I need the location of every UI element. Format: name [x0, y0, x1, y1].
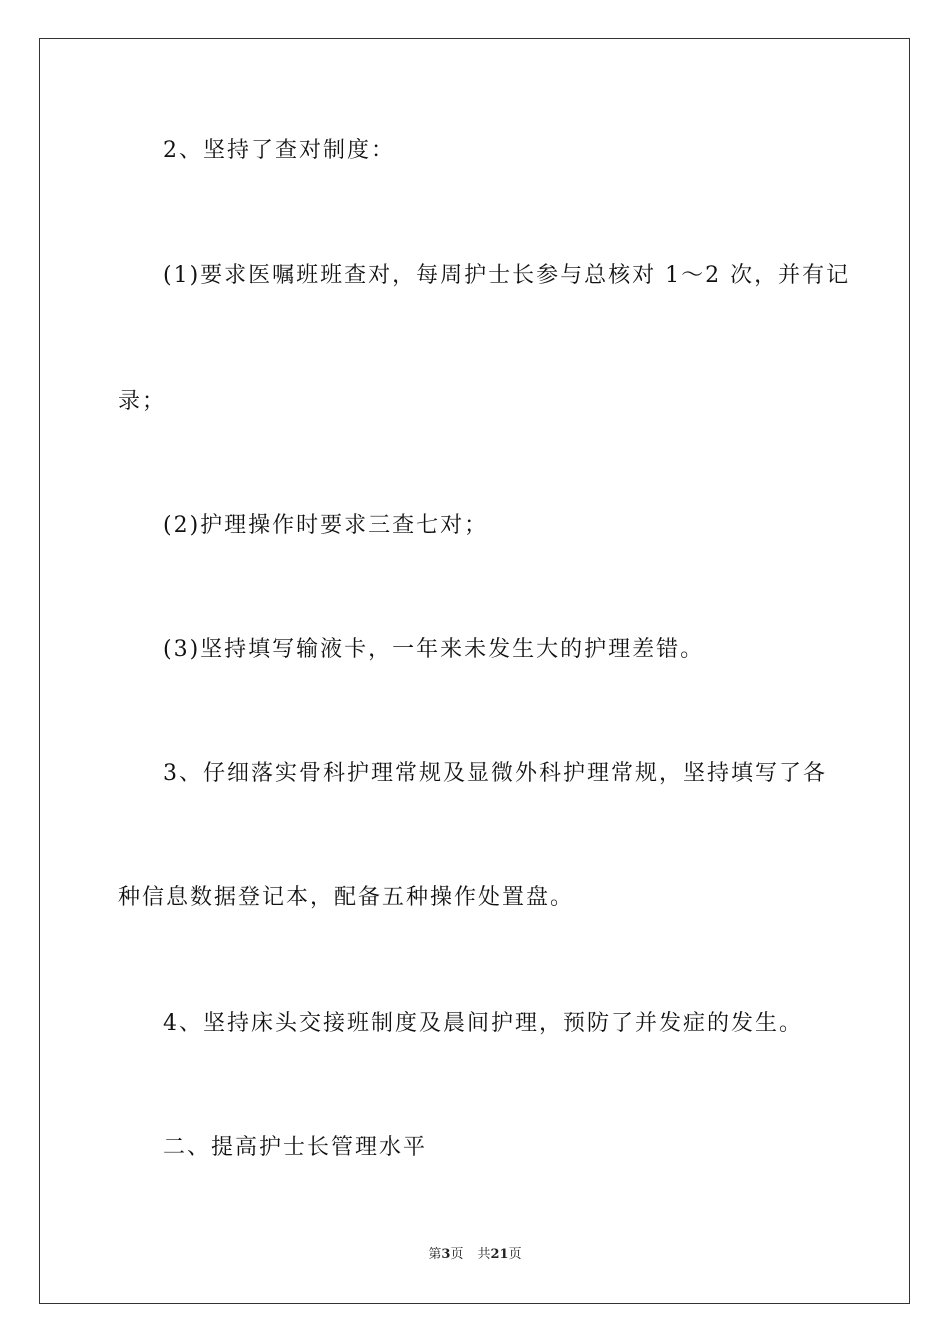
- page-footer: [0, 1246, 950, 1264]
- paragraph-line-5: (3)坚持填写输液卡，一年来未发生大的护理差错。: [163, 637, 705, 662]
- paragraph-line-3: 录；: [118, 389, 167, 414]
- paragraph-line-9: 二、提高护士长管理水平: [163, 1135, 428, 1160]
- paragraph-line-1: 2、坚持了查对制度：: [163, 138, 395, 163]
- footer-page-number: 3: [441, 1247, 451, 1262]
- page-border: [39, 38, 910, 1304]
- footer-page-suffix: 页: [450, 1247, 464, 1262]
- footer-total-pages: 21: [490, 1247, 509, 1262]
- footer-total-suffix: 页: [508, 1247, 522, 1262]
- paragraph-line-8: 4、坚持床头交接班制度及晨间护理，预防了并发症的发生。: [163, 1011, 803, 1036]
- paragraph-line-6: 3、仔细落实骨科护理常规及显微外科护理常规，坚持填写了各: [163, 761, 827, 786]
- paragraph-line-7: 种信息数据登记本，配备五种操作处置盘。: [118, 885, 575, 910]
- paragraph-line-4: (2)护理操作时要求三查七对；: [163, 513, 489, 538]
- footer-page-prefix: 第: [428, 1247, 442, 1262]
- paragraph-line-2: (1)要求医嘱班班查对，每周护士长参与总核对 1～2 次，并有记: [163, 263, 851, 288]
- footer-total-prefix: 共: [477, 1247, 491, 1262]
